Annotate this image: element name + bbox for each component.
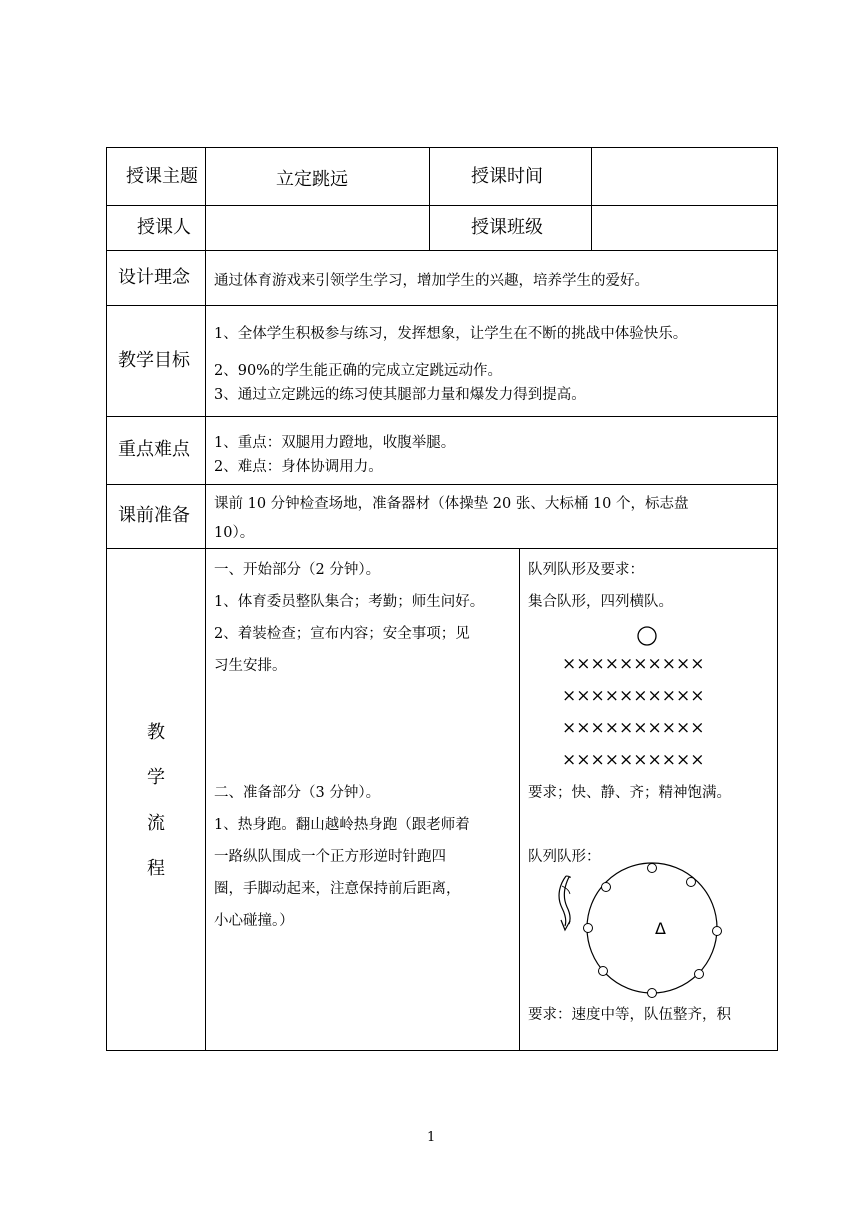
formation-row: ××××××××××: [562, 654, 705, 674]
part1-line: 习生安排。: [214, 658, 287, 674]
runner-markers: [584, 864, 722, 998]
process-label-char: 教: [147, 722, 165, 743]
page-number: 1: [427, 1130, 436, 1145]
counterclockwise-arrow-icon: [559, 876, 570, 930]
process-label-char: 学: [147, 767, 165, 788]
part1-title: 一、开始部分（2 分钟）。: [214, 562, 381, 578]
formation-row: ××××××××××: [562, 686, 705, 706]
process-label-char: 程: [147, 858, 165, 879]
part2-line: 1、热身跑。翻山越岭热身跑（跟老师着: [214, 817, 470, 833]
formation1-requirement: 要求；快、静、齐；精神饱满。: [528, 785, 731, 801]
formation-row: ××××××××××: [562, 750, 705, 770]
part2-title: 二、准备部分（3 分钟）。: [214, 785, 381, 801]
objective-item: 1、全体学生积极参与练习，发挥想象，让学生在不断的挑战中体验快乐。: [214, 326, 688, 342]
formation1-desc: 集合队形，四列横队。: [528, 594, 673, 610]
teacher-label: 授课人: [137, 217, 191, 238]
key-point-item: 2、难点：身体协调用力。: [214, 459, 383, 475]
formation1-title: 队列队形及要求：: [528, 562, 644, 578]
formation2-requirement: 要求：速度中等，队伍整齐，积: [528, 1007, 731, 1023]
part2-line: 圈，手脚动起来，注意保持前后距离，: [214, 881, 461, 897]
formation2-title: 队列队形：: [528, 849, 601, 865]
part1-line: 2、着装检查；宣布内容；安全事项；见: [214, 626, 470, 642]
concept-label: 设计理念: [118, 267, 190, 288]
concept-text: 通过体育游戏来引领学生学习，增加学生的兴趣，培养学生的爱好。: [214, 273, 649, 289]
key-points-label: 重点难点: [118, 439, 190, 460]
running-circle-diagram: [548, 860, 728, 1000]
class-label: 授课班级: [471, 217, 543, 238]
formation-row: ××××××××××: [562, 718, 705, 738]
teacher-circle-icon: [636, 625, 658, 647]
objective-item: 2、90%的学生能正确的完成立定跳远动作。: [214, 363, 502, 379]
part2-line: 小心碰撞。）: [214, 913, 294, 929]
preparation-line: 10）。: [214, 525, 255, 541]
part2-line: 一路纵队围成一个正方形逆时针跑四: [214, 849, 446, 865]
time-label: 授课时间: [471, 166, 543, 187]
topic-value: 立定跳远: [276, 169, 348, 190]
objectives-label: 教学目标: [118, 350, 190, 371]
objective-item: 3、通过立定跳远的练习使其腿部力量和爆发力得到提高。: [214, 387, 586, 403]
teacher-mark: Δ: [655, 919, 666, 938]
preparation-label: 课前准备: [118, 505, 190, 526]
topic-label: 授课主题: [126, 166, 198, 187]
process-label-char: 流: [147, 813, 165, 834]
preparation-line: 课前 10 分钟检查场地，准备器材（体操垫 20 张、大标桶 10 个，标志盘: [214, 496, 689, 512]
key-point-item: 1、重点：双腿用力蹬地，收腹举腿。: [214, 435, 456, 451]
part1-line: 1、体育委员整队集合；考勤；师生问好。: [214, 594, 485, 610]
